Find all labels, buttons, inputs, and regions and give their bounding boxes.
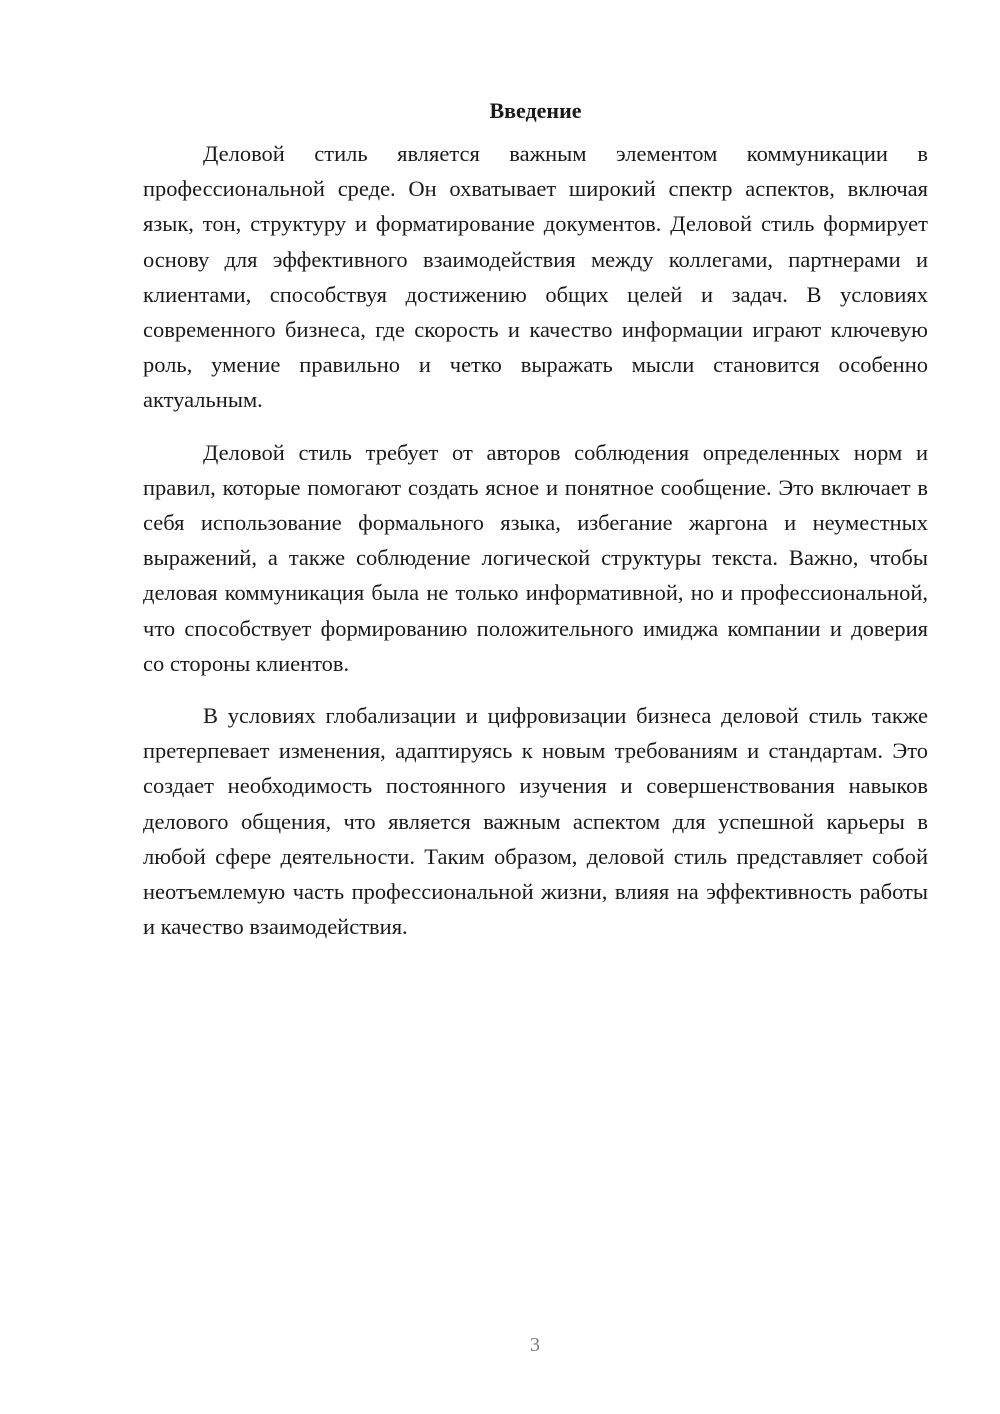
paragraph-2: Деловой стиль требует от авторов соблюдения определенных норм и правил, которые помогают создать ясное и понятное сообщение. Это включает в себя использование формального языка, избегание жаргона и неуместных выражений, а также соблюдение логической структуры текста. Важно, чтобы деловая коммуникация была не только информативной, но и профессиональной, что способствует формированию положительного имиджа компании и доверия со стороны клиентов. <box>143 439 928 676</box>
page-content <box>143 96 928 944</box>
paragraph-1: Деловой стиль является важным элементом коммуникации в профессиональной среде. Он охватывает широкий спектр аспектов, включая язык, тон, структуру и форматирование документов. Деловой стиль формирует основу для эффективного взаимодействия между коллегами, партнерами и клиентами, способствуя достижению общих целей и задач. В условиях современного бизнеса, где скорость и качество информации играют ключевую роль, умение правильно и четко выражать мысли становится особенно актуальным. <box>143 141 928 413</box>
section-title: Введение <box>489 98 582 123</box>
paragraph-3: В условиях глобализации и цифровизации бизнеса деловой стиль также претерпевает изменения, адаптируясь к новым требованиям и стандартам. Это создает необходимость постоянного изучения и совершенствования навыков делового общения, что является важным аспектом для успешной карьеры в любой сфере деятельности. Таким образом, деловой стиль представляет собой неотъемлемую часть профессиональной жизни, влияя на эффективность работы и качество взаимодействия. <box>143 703 928 940</box>
page-number: 3 <box>530 1334 540 1356</box>
